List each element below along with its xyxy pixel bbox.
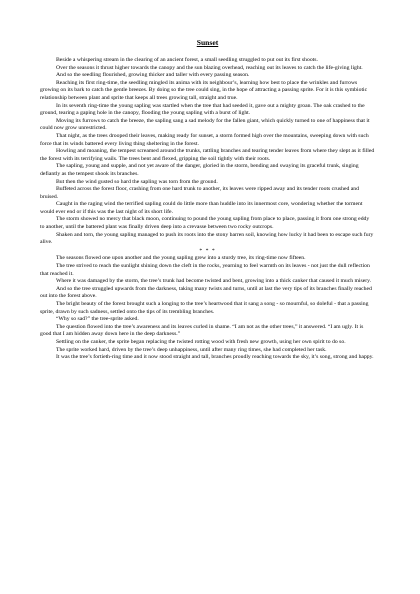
story-paragraph: The seasons flowed one upon another and the young sapling grew into a sturdy tree, its ring-time now fifteen. — [56, 255, 306, 262]
story-paragraph: It was the tree’s fortieth-ring time and it now stood straight and tall, branches proudly reaching towards the sky, it’s song, strong and happy. — [56, 354, 374, 361]
story-paragraph: In its seventh ring-time the young sapling was startled when the tree that had seeded it, gave out a mighty groan. The oak crashed to the ground, tearing a gaping hole in the canopy, flooding the young sapling with a burst of light. — [40, 102, 365, 117]
story-paragraph: And so the seedling flourished, growing thicker and taller with every passing season. — [56, 72, 250, 79]
story-paragraph: “Why so sad?” the tree-sprite asked. — [56, 316, 139, 323]
story-paragraph: Buffeted across the forest floor, crashing from one hard trunk to another, its leaves were ripped away and its tender roots crushed and bruised. — [40, 186, 359, 200]
story-paragraph: Howling and moaning, the tempest screamed around the trunks, rattling branches and tearing tender leaves from where they slept as it filled the forest with its terrifying wails. The trees bent and flexed, gripping the soil tightly with their roots. — [40, 148, 375, 162]
story-title: Sunset — [196, 38, 219, 47]
story-paragraph: Moving its furrows to catch the breeze, the sapling sang a sad melody for the fallen giant, which quickly turned to one of happiness that it could now grow unrestricted. — [40, 117, 370, 132]
story-paragraph: Where it was damaged by the storm, the tree’s trunk had become twisted and bent, growing into a thick canker that caused it much misery. — [56, 278, 372, 285]
story-paragraph: Caught in the raging wind the terrified sapling could do little more than huddle into its innermost core, wondering whether the torment would ever end or if this was the last night of its short life. — [40, 201, 363, 215]
story-paragraph: The question flowed into the tree’s awareness and its leaves curled in shame. “I am not as the other trees,” it answered. “I am ugly. It is good that I am hidden away down here in the deep darkness.” — [40, 323, 364, 338]
story-paragraph: But then the wind gusted so hard the sapling was torn from the ground. — [56, 178, 218, 185]
story-body-part-one — [40, 57, 375, 247]
story-paragraph: The bright beauty of the forest brought such a longing to the tree’s heartwood that it sang a song - so mournful, so doleful - that a passing sprite, drawn by such sadness, settled onto the tips of its trembling branches. — [40, 301, 369, 315]
section-separator: * * * — [199, 247, 216, 254]
story-paragraph: Beside a whispering stream in the clearing of an ancient forest, a small seedling struggled to put out its first shoots. — [56, 57, 318, 63]
story-body-part-two — [40, 255, 375, 361]
story-paragraph: Over the seasons it thrust higher towards the canopy and the sun blazing overhead, reaching out its leaves to catch the life-giving light. — [56, 64, 363, 71]
story-paragraph: Reaching its first ring-time, the seedling mingled its anima with its neighbour’s, learning how best to place the wrinkles and furrows growing on its bark to catch the gentle breezes. By doing so the tree could sing, in the hope of attracting a passing sprite. For it is this symbiotic relationship between plant and sprite that keeps all trees growing tall, straight and true. — [40, 79, 368, 101]
story-paragraph: The sprite worked hard, driven by the tree’s deep unhappiness, until after many ring times, she had completed her task. — [56, 346, 327, 353]
story-paragraph: Shaken and torn, the young sapling managed to push its roots into the stony barren soil, knowing how lucky it had been to escape such fury alive. — [40, 231, 374, 246]
story-paragraph: The sapling, young and supple, and not yet aware of the danger, gloried in the storm, bending and swaying its graceful trunk, singing defiantly as the tempest shook its branches. — [40, 163, 359, 177]
story-paragraph: And so the tree struggled upwards from the darkness, taking many twists and turns, until at last the very tips of its branches finally reached out into the forest above. — [40, 285, 372, 300]
story-paragraph: The tree strived to reach the sunlight shining down the cleft in the rocks, yearning to feel warmth on its leaves - not just the dull reflection that reached it. — [40, 263, 370, 277]
story-paragraph: Settling on the canker, the sprite began replacing the twisted rotting wood with fresh new growth, using her own spirit to do so. — [56, 338, 346, 345]
story-paragraph: The storm showed no mercy that black moon, continuing to pound the young sapling from place to place, passing it from one strong eddy to another, until the battered plant was finally driven deep into a crevasse between two rocky outcrops. — [40, 216, 370, 231]
story-paragraph: That night, as the trees drooped their leaves, making ready for sunset, a storm formed high over the mountains, sweeping down with such force that its winds battered every living thing sheltering in the forest. — [40, 132, 369, 147]
